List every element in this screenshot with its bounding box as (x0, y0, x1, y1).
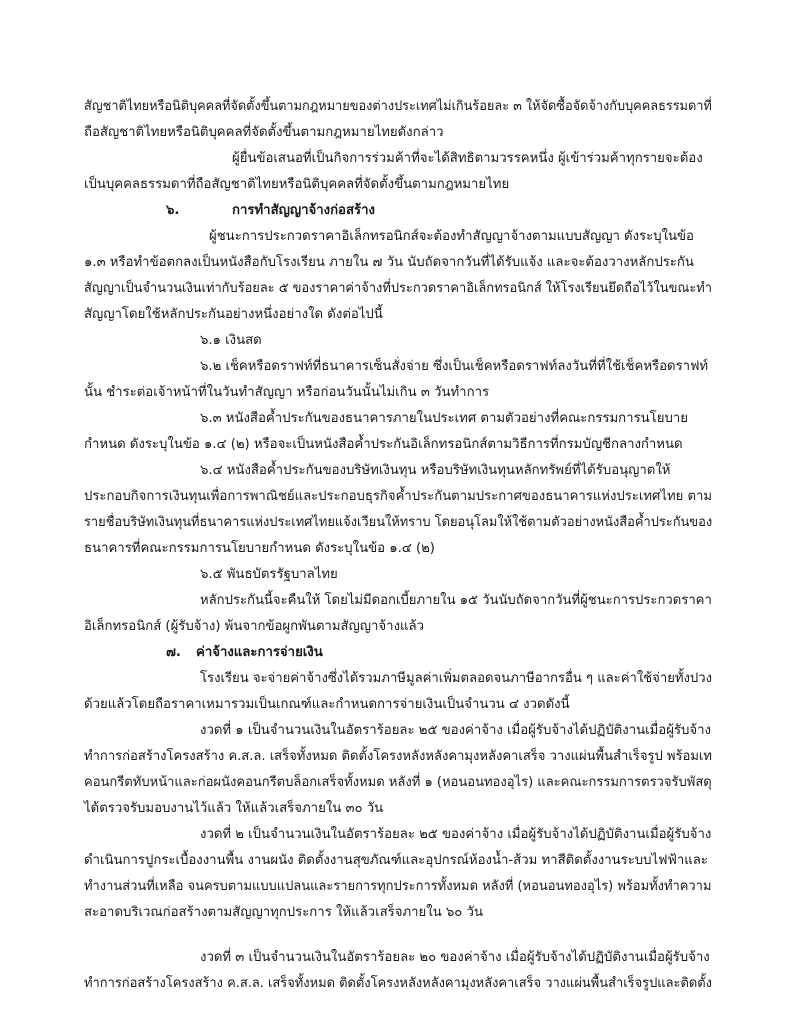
section-heading: ค่าจ้างและการจ่ายเงิน (196, 645, 323, 660)
text-line: ดำเนินการปูกระเบื้องงานพื้น งานผนัง ติดตั้งงานสุขภัณฑ์และอุปกรณ์ห้องน้ำ-ส้วม ทาสีติดตั้งงานระบบไฟฟ้าและ (84, 853, 708, 868)
text-line: สัญญาเป็นจำนวนเงินเท่ากับร้อยละ ๕ ของราคาค่าจ้างที่ประกวดราคาอิเล็กทรอนิกส์ ให้โรงเรียนยึดถือไว้ในขณะทำ (84, 281, 713, 296)
text-line: เป็นบุคคลธรรมดาที่ถือสัญชาติไทยหรือนิติบุคคลที่จัดตั้งขึ้นตามกฎหมายไทย (84, 177, 510, 192)
list-item: ๖.๔ หนังสือค้ำประกันของบริษัทเงินทุน หรือบริษัทเงินทุนหลักทรัพย์ที่ได้รับอนุญาตให้ (200, 463, 671, 478)
installment-item: งวดที่ ๓ เป็นจำนวนเงินในอัตราร้อยละ ๒๐ ของค่าจ้าง เมื่อผู้รับจ้างได้ปฏิบัติงานเมื่อผู้รับจ้าง (200, 950, 710, 965)
text-line: อิเล็กทรอนิกส์ (ผู้รับจ้าง) พ้นจากข้อผูกพันตามสัญญาจ้างแล้ว (84, 619, 424, 634)
text-line: สัญญาโดยใช้หลักประกันอย่างหนึ่งอย่างใด ดังต่อไปนี้ (84, 307, 383, 322)
list-item: ๖.๒ เช็คหรือดราฟท์ที่ธนาคารเซ็นสั่งจ่าย ซึ่งเป็นเช็คหรือดราฟท์ลงวันที่ที่ใช้เช็คหรือดราฟท์ (200, 359, 709, 374)
text-line: ด้วยแล้วโดยถือราคาเหมารวมเป็นเกณฑ์และกำหนดการจ่ายเงินเป็นจำนวน ๔ งวดดังนี้ (84, 697, 570, 712)
text-line: โรงเรียน จะจ่ายค่าจ้างซึ่งได้รวมภาษีมูลค่าเพิ่มตลอดจนภาษีอากรอื่น ๆ และค่าใช้จ่ายทั้งปวง (200, 671, 713, 686)
text-line: กำหนด ดังระบุในข้อ ๑.๔ (๒) หรือจะเป็นหนังสือค้ำประกันอิเล็กทรอนิกส์ตามวิธีการที่กรมบัญชีกลางกำหนด (84, 437, 683, 452)
text-line: นั้น ชำระต่อเจ้าหน้าที่ในวันทำสัญญา หรือก่อนวันนั้นไม่เกิน ๓ วันทำการ (84, 385, 490, 400)
text-line: ผู้ชนะการประกวดราคาอิเล็กทรอนิกส์จะต้องทำสัญญาจ้างตามแบบสัญญา ดังระบุในข้อ (209, 229, 694, 244)
text-line: คอนกรีตทับหน้าและก่อผนังคอนกรีตบล็อกเสร็จทั้งหมด หลังที่ ๑ (หอนอนทองอุไร) และคณะกรรมการตรวจรับพัสดุ (84, 775, 712, 790)
text-line: หลักประกันนี้จะคืนให้ โดยไม่มีดอกเบี้ยภายใน ๑๕ วันนับถัดจากวันที่ผู้ชนะการประกวดราคา (200, 593, 712, 608)
installment-item: งวดที่ ๑ เป็นจำนวนเงินในอัตราร้อยละ ๒๕ ของค่าจ้าง เมื่อผู้รับจ้างได้ปฏิบัติงานเมื่อผู้รับจ้าง (200, 723, 711, 738)
text-line: สัญชาติไทยหรือนิติบุคคลที่จัดตั้งขึ้นตามกฎหมายของต่างประเทศไม่เกินร้อยละ ๓ ให้จัดซื้อจัดจ้างกับบุคคลธรรมดาที่ (84, 99, 712, 114)
text-line: ทำการก่อสร้างโครงสร้าง ค.ส.ล. เสร็จทั้งหมด ติดตั้งโครงหลังหลังคามุงหลังคาเสร็จ วางแผ่นพื้นสำเร็จรูป พร้อมเท (84, 749, 712, 764)
text-line: ทำการก่อสร้างโครงสร้าง ค.ส.ล. เสร็จทั้งหมด ติดตั้งโครงหลังหลังคามุงหลังคาเสร็จ วางแผ่นพื้นสำเร็จรูปและติดตั้ง (84, 976, 712, 991)
text-line: สะอาดบริเวณก่อสร้างตามสัญญาทุกประการ ให้แล้วเสร็จภายใน ๖๐ วัน (84, 905, 483, 920)
text-line: รายชื่อบริษัทเงินทุนที่ธนาคารแห่งประเทศไทยแจ้งเวียนให้ทราบ โดยอนุโลมให้ใช้ตามตัวอย่างหนังสือค้ำประกันของ (84, 515, 713, 530)
text-line: ได้ตรวจรับมอบงานไว้แล้ว ให้แล้วเสร็จภายใน ๓๐ วัน (84, 801, 384, 816)
list-item: ๖.๓ หนังสือค้ำประกันของธนาคารภายในประเทศ ตามตัวอย่างที่คณะกรรมการนโยบาย (200, 411, 688, 426)
text-line: ผู้ยื่นข้อเสนอที่เป็นกิจการร่วมค้าที่จะได้สิทธิตามวรรคหนึ่ง ผู้เข้าร่วมค้าทุกรายจะต้อง (232, 151, 703, 166)
list-item: ๖.๑ เงินสด (200, 333, 262, 348)
section-heading: การทำสัญญาจ้างก่อสร้าง (232, 203, 375, 218)
section-number: ๖. (166, 203, 180, 218)
list-item: ๖.๕ พันธบัตรรัฐบาลไทย (200, 567, 338, 582)
installment-item: งวดที่ ๒ เป็นจำนวนเงินในอัตราร้อยละ ๒๕ ของค่าจ้าง เมื่อผู้รับจ้างได้ปฏิบัติงานเมื่อผู้รับจ้าง (200, 827, 712, 842)
text-line: ประกอบกิจการเงินทุนเพื่อการพาณิชย์และประกอบธุรกิจค้ำประกันตามประกาศของธนาคารแห่งประเทศไทย ตาม (84, 489, 713, 504)
text-line: ทำงานส่วนที่เหลือ จนครบตามแบบแปลนและรายการทุกประการทั้งหมด หลังที่ (หอนอนทองอุไร) พร้อมทั้งทำความ (84, 879, 712, 894)
text-line: ๑.๓ หรือทำข้อตกลงเป็นหนังสือกับโรงเรียน ภายใน ๗ วัน นับถัดจากวันที่ได้รับแจ้ง และจะต้องวางหลักประกัน (84, 255, 694, 270)
text-line: ธนาคารที่คณะกรรมการนโยบายกำหนด ดังระบุในข้อ ๑.๔ (๒) (84, 541, 435, 556)
section-number: ๗. (166, 645, 181, 660)
text-line: ถือสัญชาติไทยหรือนิติบุคคลที่จัดตั้งขึ้นตามกฎหมายไทยดังกล่าว (84, 125, 444, 140)
